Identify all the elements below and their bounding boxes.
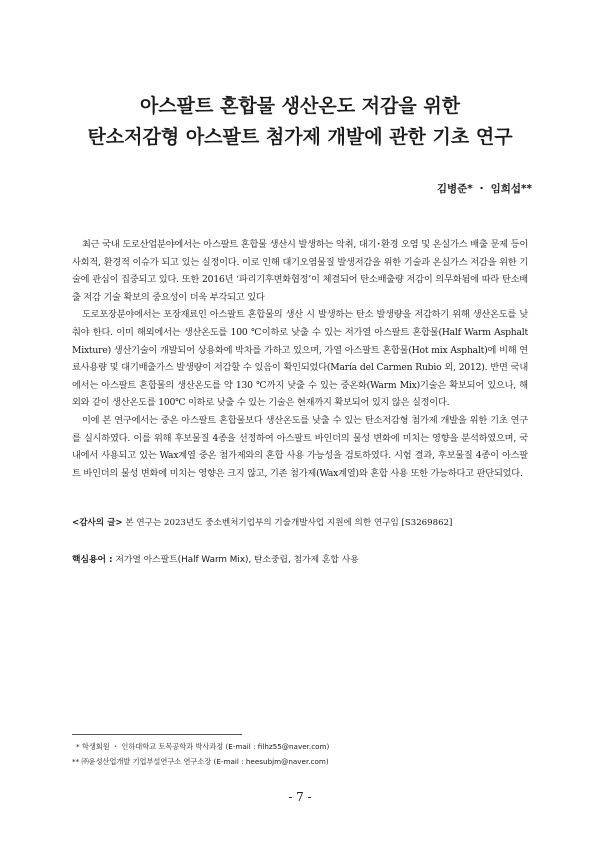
footnote-divider	[72, 734, 242, 735]
paper-title-line-2: 탄소저감형 아스팔트 첨가제 개발에 관한 기초 연구	[87, 126, 513, 148]
acknowledgement-label: <감사의 글>	[72, 518, 123, 528]
abstract-paragraph-3: 이에 본 연구에서는 중온 아스팔트 혼합물보다 생산온도를 낮출 수 있는 탄소저감형 첨가제 개발을 위한 기초 연구를 실시하였다. 이를 위해 후보물질 4종을 선정하여 아스팔트 바인더의 물성 변화에 미치는 영향을 분석하였으며, 국내에서 사용되고 있는 Wax계열 중온 첨가제와의 혼합 사용 가능성을 검토하였다. 시험 결과, 후보물질 4종이 아스팔트 바인더의 물성 변화에 미치는 영향은 크지 않고, 기존 첨가제(Wax계열)와 혼합 사용 또한 가능하다고 판단되었다.	[72, 414, 528, 479]
footnote-2: ** ㈜윤성산업개발 기업부설연구소 연구소장 (E-mail : heesubjm@naver.com)	[72, 757, 329, 766]
acknowledgement	[72, 516, 532, 530]
paper-title-line-1: 아스팔트 혼합물 생산온도 저감을 위한	[139, 95, 461, 117]
footnote-1: * 학생회원 ・ 인하대학교 토목공학과 박사과정 (E-mail : filhz55@naver.com)	[76, 742, 330, 751]
keywords-label: 핵심용어 :	[72, 555, 113, 565]
keywords	[72, 553, 532, 567]
abstract-paragraph-1: 최근 국내 도로산업분야에서는 아스팔트 혼합물 생산시 발생하는 악취, 대기･환경 오염 및 온실가스 배출 문제 등이 사회적, 환경적 이슈가 되고 있는 실정이다. 이로 인해 대기오염물질 발생저감을 위한 기술과 온실가스 저감을 위한 기술에 관심이 집중되고 있다. 또한 2016년 ‘파리기후변화협정’이 체결되어 탄소배출량 저감이 의무화됨에 따라 탄소배출 저감 기술 확보의 중요성이 더욱 부각되고 있다	[72, 239, 528, 303]
abstract-paragraph-2: 도로포장분야에서는 포장재료인 아스팔트 혼합물의 생산 시 발생하는 탄소 발생량을 저감하기 위해 생산온도를 낮춰야 한다. 이미 해외에서는 생산온도를 100 ℃이하로 낮출 수 있는 저가열 아스팔트 혼합물(Half Warm Asphalt Mixture) 생산기술이 개발되어 상용화에 박차를 가하고 있으며, 가열 아스팔트 혼합물(Hot mix Asphalt)에 비해 연료사용량 및 대기배출가스 발생량이 저감할 수 있음이 확인되었다(María del Carmen Rubio 외, 2012). 반면 국내에서는 아스팔트 혼합물의 생산온도를 약 130 ℃까지 낮출 수 있는 중온화(Warm Mix)기술은 확보되어 있으나, 해외와 같이 생산온도를 100℃ 이하로 낮출 수 있는 기술은 현재까지 확보되어 있지 않은 실정이다.	[72, 309, 528, 409]
abstract	[72, 236, 528, 482]
acknowledgement-text: 본 연구는 2023년도 중소벤처기업부의 기술개발사업 지원에 의한 연구임 [S3269862]	[122, 518, 453, 528]
authors: 김병준* ・ 임희섭**	[436, 183, 532, 195]
keywords-text: 저가열 아스팔트(Half Warm Mix), 탄소중립, 첨가제 혼합 사용	[112, 555, 359, 565]
page-number: - 7 -	[288, 790, 312, 804]
